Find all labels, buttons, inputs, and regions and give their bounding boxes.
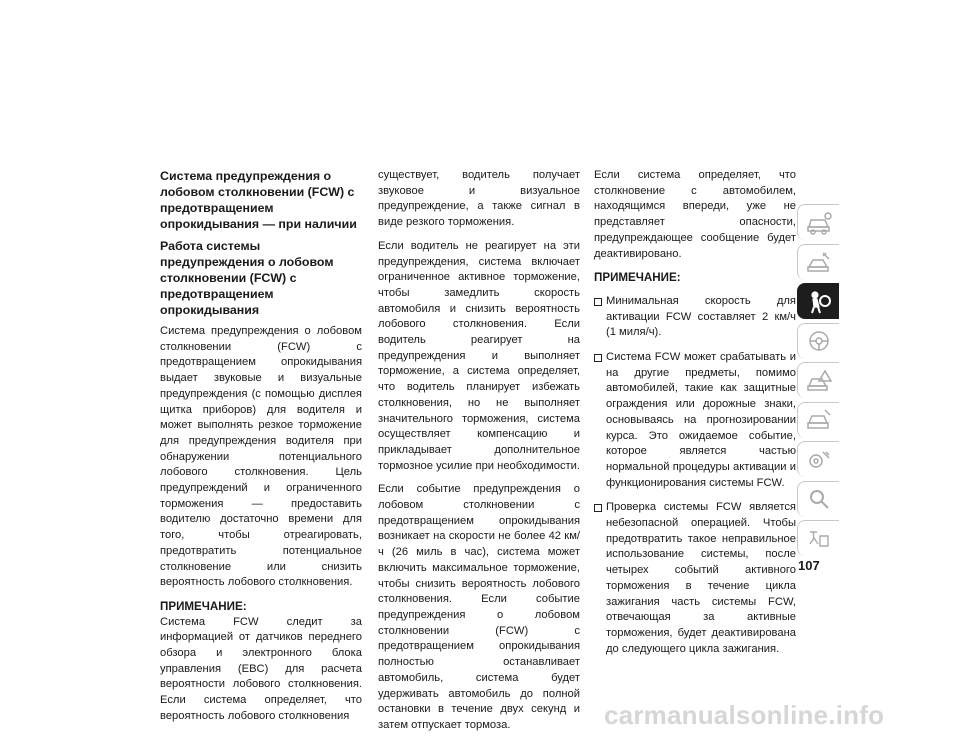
list-item: Система FCW может срабатывать и на другие предметы, помимо автомобилей, такие как защитные ограждения или дорожные знаки, основываясь на прогнозировании курса. Это ожидаемое событие, которое является частью нормальной процедуры активации и функционирования системы FCW. — [594, 350, 796, 491]
note-heading: ПРИМЕЧАНИЕ: — [594, 271, 681, 285]
page-number: 107 — [798, 558, 820, 573]
paragraph: Система предупреждения о лобовом столкновении (FCW) с предотвращением опрокидывания выдает звуковые и визуальные предупреждения (с помощью дисплея щитка приборов) для водителя и может выполнять резкое торможение для предупреждения водителя при обнаружении потенциального лобового столкновения. Цель предупреждений и ограниченного торможения — предоставить водителю достаточно времени для того, чтобы отреагировать, предотвратить потенциальное столкновение или снизить вероятность лобового столкновения. — [160, 325, 362, 589]
watermark: carmanualsonline.info — [604, 700, 885, 730]
tab-key-start[interactable] — [797, 244, 839, 280]
tab-airbag-safety[interactable] — [797, 283, 839, 319]
language-index-icon — [805, 526, 833, 552]
checkbox-bullet-icon — [594, 504, 602, 512]
tab-maintenance[interactable] — [797, 441, 839, 477]
subsection-title: Работа системы предупреждения о лобовом столкновении (FCW) с предотвращением опрокидывания — [160, 239, 334, 317]
tab-car-info[interactable] — [797, 204, 839, 240]
airbag-safety-icon — [805, 289, 833, 315]
key-start-icon — [805, 249, 833, 275]
steering-wheel-icon — [805, 328, 833, 354]
car-info-icon — [805, 210, 833, 236]
tab-warning[interactable] — [797, 362, 839, 398]
column-1 — [160, 168, 362, 733]
bullet-list — [594, 294, 796, 657]
search-icon — [805, 486, 833, 512]
paragraph: Если водитель не реагирует на эти предупреждения, система включает ограниченное активное торможение, чтобы замедлить скорость автомобиля и снизить вероятность лобового столкновения. Если водитель реагирует на предупреждения и выполняет торможение, а система определяет, что водитель планирует избежать столкновения, но не выполняет значительного торможения, система осуществляет компенсацию и прикладывает дополнительное тормозное усилие при необходимости. — [378, 239, 581, 472]
paragraph: Если система определяет, что столкновение с автомобилем, находящимся впереди, уже не представляет опасности, предупреждающее сообщение будет деактивировано. — [594, 169, 796, 260]
tab-car-service[interactable] — [797, 402, 839, 438]
tab-steering[interactable] — [797, 323, 839, 359]
maintenance-icon — [805, 447, 833, 473]
checkbox-bullet-icon — [594, 354, 602, 362]
column-2 — [378, 168, 580, 742]
list-item: Минимальная скорость для активации FCW составляет 2 км/ч (1 миля/ч). — [594, 294, 796, 341]
section-title: Система предупреждения о лобовом столкновении (FCW) с предотвращением опрокидывания — при наличии — [160, 169, 357, 231]
tab-language-index[interactable] — [797, 520, 839, 556]
paragraph: Если событие предупреждения о лобовом столкновении с предотвращением опрокидывания возникает на скорости не более 42 км/ч (26 миль в час), система может включить максимальное торможение, чтобы снизить вероятность лобового столкновения. Если событие предупреждения о лобовом столкновении (FCW) с предотвращением опрокидывания полностью останавливает автомобиль, система будет удерживать автомобиль до полной остановки в течение двух секунд и затем отпускает тормоза. — [378, 483, 580, 731]
paragraph: существует, водитель получает звуковое и визуальное предупреждение, а также сигнал в виде резкого торможения. — [378, 169, 580, 229]
chapter-tabs — [797, 204, 841, 560]
list-item: Проверка системы FCW является небезопасной операцией. Чтобы предотвратить такое неправильное использование системы, после четырех событий активного торможения в течение цикла зажигания часть системы FCW, отвечающая за активные торможения, будет деактивирована до следующего цикла зажигания. — [594, 500, 796, 657]
note-heading: ПРИМЕЧАНИЕ: — [160, 599, 247, 613]
checkbox-bullet-icon — [594, 298, 602, 306]
note-text: Система FCW следит за информацией от датчиков переднего обзора и электронного блока управления (EBC) для расчета вероятности лобового столкновения. Если система определяет, что вероятность лобового столкновения — [160, 615, 362, 722]
tab-search[interactable] — [797, 481, 839, 517]
column-3 — [594, 168, 796, 666]
car-service-icon — [805, 407, 833, 433]
warning-car-icon — [805, 368, 833, 394]
